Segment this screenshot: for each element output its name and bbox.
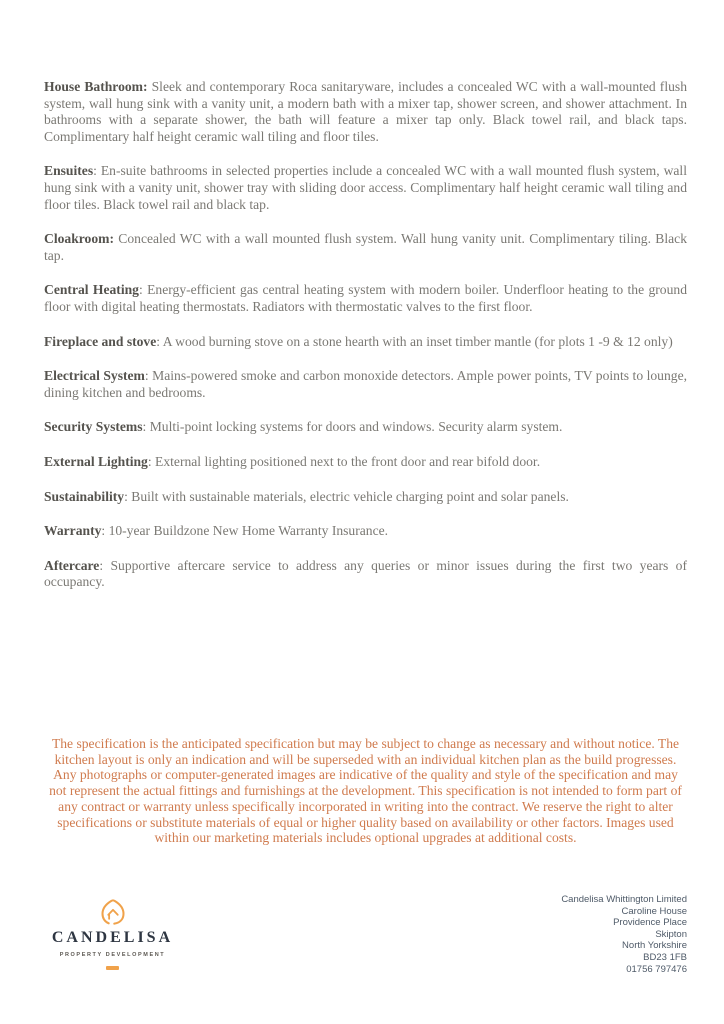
section-heading: External Lighting xyxy=(44,453,148,469)
logo-tagline: PROPERTY DEVELOPMENT xyxy=(59,952,166,958)
address-line-postcode: BD23 1FB xyxy=(643,951,687,963)
company-logo xyxy=(40,897,185,970)
section-fireplace-and-stove xyxy=(44,334,687,351)
section-security-systems xyxy=(44,419,687,436)
section-heading: Fireplace and stove xyxy=(44,333,157,349)
section-heading: Aftercare xyxy=(44,557,100,573)
logo-wordmark: CANDELISA xyxy=(51,929,174,946)
section-heading: Security Systems xyxy=(44,419,143,435)
section-heading: Ensuites xyxy=(44,163,94,179)
section-heading: Sustainability xyxy=(44,488,125,504)
section-heading: Electrical System xyxy=(44,368,145,384)
section-body: : Mains-powered smoke and carbon monoxide detectors. Ample power points, TV points to lounge, dining kitchen and bedrooms. xyxy=(44,368,687,400)
logo-dash xyxy=(106,966,119,970)
specification-disclaimer: The specification is the anticipated specification but may be subject to change as necessary and without notice. The kitchen layout is only an indication and will be superseded with an individual kitchen plan as the build progresses. Any photographs or computer-generated images are indicative of the quality and style of the specification and may not represent the actual fittings and furnishings at the development. This specification is not intended to form part of any contract or warranty unless specifically incorporated in writing into the contract. We reserve the right to alter specifications or substitute materials of equal or higher quality based on availability or other factors. Images used within our marketing materials includes optional upgrades at additional costs. xyxy=(49,736,682,846)
section-ensuites xyxy=(44,163,687,213)
section-heading: House Bathroom: xyxy=(44,79,148,94)
section-body: : Supportive aftercare service to address any queries or minor issues during the first two years of occupancy. xyxy=(44,557,687,590)
section-heading: Central Heating xyxy=(44,282,139,298)
section-warranty xyxy=(44,523,687,540)
section-aftercare xyxy=(44,558,687,591)
section-house-bathroom xyxy=(44,79,687,145)
section-external-lighting xyxy=(44,454,687,471)
section-heading: Warranty xyxy=(44,523,102,539)
section-cloakroom xyxy=(44,231,687,264)
address-line-county: North Yorkshire xyxy=(622,940,687,952)
section-body: Sleek and contemporary Roca sanitaryware, includes a concealed WC with a wall-mounted flush system, wall hung sink with a vanity unit, a modern bath with a mixer tap, shower screen, and shower attachment. In bathrooms with a separate shower, the bath will feature a mixer tap only. Black towel rail, and black taps. Complimentary half height ceramic wall tiling and floor tiles. xyxy=(44,79,687,144)
section-body: Concealed WC with a wall mounted flush system. Wall hung vanity unit. Complimentary tiling. Black tap. xyxy=(44,231,687,263)
section-body: : Multi-point locking systems for doors and windows. Security alarm system. xyxy=(142,419,563,435)
address-line-town: Skipton xyxy=(655,928,687,940)
address-line-company: Candelisa Whittington Limited xyxy=(561,894,687,905)
address-line-street: Providence Place xyxy=(613,917,687,929)
section-body: : A wood burning stove on a stone hearth with an inset timber mantle (for plots 1 -9 & 12 only) xyxy=(156,333,673,349)
specification-sections xyxy=(44,79,687,609)
section-body: : Built with sustainable materials, electric vehicle charging point and solar panels. xyxy=(124,488,569,504)
company-address-block xyxy=(561,894,687,975)
section-sustainability xyxy=(44,489,687,506)
section-electrical-system xyxy=(44,368,687,401)
section-body: : Energy-efficient gas central heating system with modern boiler. Underfloor heating to the ground floor with digital heating thermostats. Radiators with thermostatic valves to the first floor. xyxy=(44,282,687,314)
address-line-phone: 01756 797476 xyxy=(626,963,687,975)
section-body: : External lighting positioned next to the front door and rear bifold door. xyxy=(147,453,541,469)
house-logo-icon xyxy=(98,897,128,927)
address-line-building: Caroline House xyxy=(621,905,687,917)
section-body: : 10-year Buildzone New Home Warranty Insurance. xyxy=(101,523,389,539)
section-central-heating xyxy=(44,282,687,315)
section-heading: Cloakroom: xyxy=(44,231,114,247)
section-body: : En-suite bathrooms in selected properties include a concealed WC with a wall mounted flush system, wall hung sink with a vanity unit, shower tray with sliding door access. Complimentary half height ceramic wall tiling and floor tiles. Black towel rail and black tap. xyxy=(44,163,687,212)
